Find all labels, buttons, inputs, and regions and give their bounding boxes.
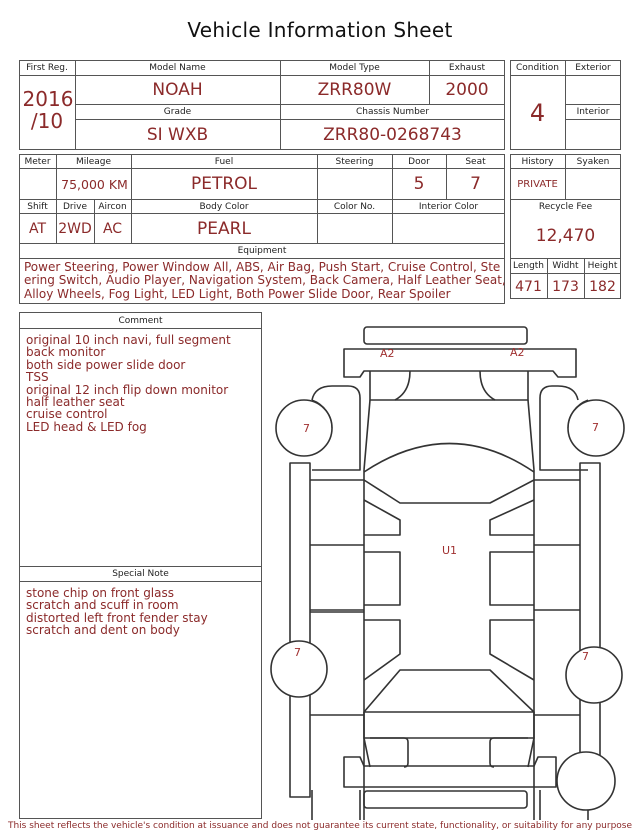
comment-line: both side power slide door xyxy=(26,357,186,372)
fuel-label: Fuel xyxy=(214,156,234,167)
chassis-value: ZRR80-0268743 xyxy=(323,124,462,145)
recycle-fee-label: Recycle Fee xyxy=(538,202,593,212)
headlight-right xyxy=(480,371,495,400)
length-value: 471 xyxy=(515,278,542,295)
first-reg-month: /10 xyxy=(30,109,64,133)
page-title: Vehicle Information Sheet xyxy=(187,18,453,42)
shift-value: AT xyxy=(28,220,47,237)
length-label: Length xyxy=(512,261,545,271)
grade-label: Grade xyxy=(163,107,192,117)
door-left-front xyxy=(364,552,400,605)
rear-body xyxy=(364,738,534,767)
fender-rear-left xyxy=(312,790,360,820)
rear-bumper xyxy=(344,757,556,787)
special-note-line: distorted left front fender stay xyxy=(26,610,208,625)
door-value: 5 xyxy=(413,174,425,194)
special-note-label: Special Note xyxy=(112,569,169,579)
special-note-line: stone chip on front glass xyxy=(26,586,175,600)
shift-label: Shift xyxy=(27,201,48,212)
comment-line: cruise control xyxy=(26,407,108,422)
mark-tire-front-right: 7 xyxy=(592,421,599,434)
rear-bar xyxy=(364,791,527,808)
front-bumper xyxy=(344,349,576,377)
mark-tire-front-left: 7 xyxy=(303,422,310,435)
roof-side-left xyxy=(364,500,400,535)
interior-color-value xyxy=(392,214,505,243)
history-label: History xyxy=(521,156,554,167)
tailgate xyxy=(364,712,534,738)
steering-label: Steering xyxy=(335,156,374,167)
interior-color-label: Interior Color xyxy=(418,201,479,212)
roof-side-right xyxy=(490,500,534,535)
door-right-rear xyxy=(490,620,534,680)
hood xyxy=(370,371,528,400)
taillight-right xyxy=(490,738,528,767)
comment-line: TSS xyxy=(26,370,49,385)
model-name-value: NOAH xyxy=(152,80,203,100)
interior-grade xyxy=(565,120,621,149)
width-label: Widht xyxy=(552,261,579,271)
fuel-value: PETROL xyxy=(190,174,258,194)
seat-label: Seat xyxy=(465,156,486,167)
aircon-label: Aircon xyxy=(98,201,127,212)
comment-line: half leather seat xyxy=(26,395,125,410)
special-note-line: scratch and dent on body xyxy=(26,623,180,638)
color-no-label: Color No. xyxy=(333,201,376,212)
comment-line: original 12 inch flip down monitor xyxy=(26,382,229,397)
disclaimer: This sheet reflects the vehicle's condition at issuance and does not guarantee its current state, functionality, or suitability for any purpose xyxy=(7,821,633,831)
syaken-label: Syaken xyxy=(576,156,610,167)
model-type-value: ZRR80W xyxy=(317,80,392,100)
door-right-front xyxy=(490,552,534,605)
exhaust-value: 2000 xyxy=(445,80,489,100)
drive-label: Drive xyxy=(63,201,87,212)
equipment-label: Equipment xyxy=(237,246,287,256)
seat-value: 7 xyxy=(470,174,481,194)
condition-grade: 4 xyxy=(529,98,546,127)
vehicle-damage-diagram xyxy=(270,320,630,820)
tire-rear-right xyxy=(566,647,622,703)
roof xyxy=(364,480,534,503)
windshield xyxy=(364,444,534,473)
chassis-label: Chassis Number xyxy=(355,107,430,117)
interior-label: Interior xyxy=(576,107,610,117)
mileage-value: 75,000 KM xyxy=(61,176,128,192)
taillight-left xyxy=(370,738,408,767)
comment-line: LED head & LED fog xyxy=(26,419,147,434)
mark-tire-rear-left: 7 xyxy=(294,646,301,659)
aircon-value: AC xyxy=(102,220,123,237)
first-reg-label: First Reg. xyxy=(26,63,68,73)
first-reg-year: 2016 xyxy=(22,87,74,111)
front-grille-bar xyxy=(364,327,527,344)
height-label: Height xyxy=(587,261,618,271)
recycle-fee-value: 12,470 xyxy=(535,226,596,246)
special-note-list xyxy=(26,587,208,637)
special-note-line: scratch and scuff in room xyxy=(26,598,179,613)
width-value: 173 xyxy=(552,278,579,295)
door-left-rear xyxy=(364,620,400,680)
spare-tire xyxy=(557,752,615,810)
model-name-label: Model Name xyxy=(149,63,206,73)
exterior-grade xyxy=(565,76,621,104)
syaken-value xyxy=(565,169,621,199)
rear-window xyxy=(364,670,534,712)
comment-line: original 10 inch navi, full segment xyxy=(26,333,231,347)
steering-value xyxy=(317,169,392,199)
condition-label: Condition xyxy=(516,63,559,73)
mark-front-bumper-right: A2 xyxy=(510,346,525,359)
body-color-label: Body Color xyxy=(199,201,249,212)
grade-value: SI WXB xyxy=(146,124,209,145)
equipment-list: Power Steering, Power Window All, ABS, Air Bag, Push Start, Cruise Control, Steering Switch, Audio Player, Navigation System, Back Camera, Half Leather Seat, Alloy Wheels, Fog Light, LED Light, Both Power Slide Door, Rear Spoiler xyxy=(24,260,506,301)
height-value: 182 xyxy=(589,278,616,295)
headlight-left xyxy=(395,371,410,400)
drive-value: 2WD xyxy=(58,220,92,237)
side-right-outer xyxy=(580,463,600,797)
comment-list xyxy=(26,334,231,433)
mark-tire-rear-right: 7 xyxy=(582,650,589,663)
meter-label: Meter xyxy=(24,156,51,167)
body-sides-front xyxy=(364,400,534,470)
exterior-label: Exterior xyxy=(575,63,611,73)
mark-front-bumper-left: A2 xyxy=(380,347,395,360)
mark-roof: U1 xyxy=(442,544,458,557)
model-type-label: Model Type xyxy=(329,63,380,73)
color-no-value xyxy=(317,214,392,243)
comment-label: Comment xyxy=(118,315,163,326)
comment-line: back monitor xyxy=(26,345,106,360)
history-value: PRIVATE xyxy=(517,178,558,190)
side-left-outer xyxy=(290,463,310,797)
mileage-label: Mileage xyxy=(75,156,112,167)
body-color-value: PEARL xyxy=(197,218,251,239)
door-label: Door xyxy=(408,156,430,167)
exhaust-label: Exhaust xyxy=(448,63,486,73)
